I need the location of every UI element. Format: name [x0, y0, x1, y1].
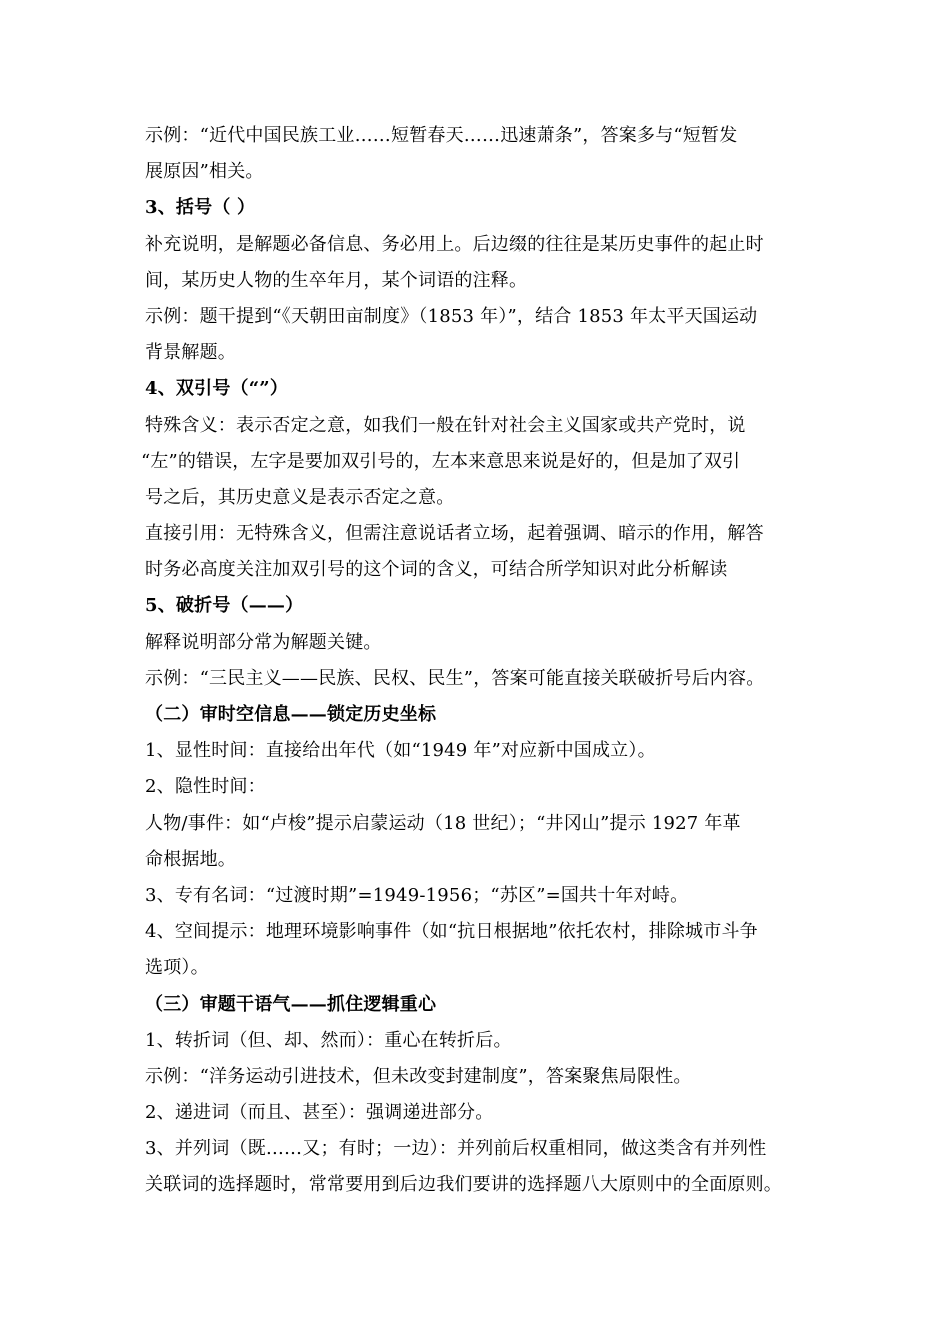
- paragraph-line: 4、空间提示：地理环境影响事件（如“抗日根据地”依托农村，排除城市斗争: [145, 921, 758, 943]
- section-heading: 3、括号（ ）: [145, 197, 256, 219]
- paragraph-line: 1、显性时间：直接给出年代（如“1949 年”对应新中国成立）。: [145, 740, 656, 762]
- paragraph-line: 背景解题。: [145, 342, 236, 364]
- paragraph-line: 人物/事件：如“卢梭”提示启蒙运动（18 世纪）；“井冈山”提示 1927 年革: [145, 812, 741, 834]
- section-heading: 4、双引号（“”）: [145, 378, 289, 400]
- document-page: [141, 118, 815, 1204]
- paragraph-line: 2、递进词（而且、甚至）：强调递进部分。: [145, 1102, 494, 1124]
- paragraph-line: 补充说明，是解题必备信息、务必用上。后边缀的往往是某历史事件的起止时: [145, 233, 764, 255]
- paragraph-line: 2、隐性时间：: [145, 776, 266, 798]
- paragraph-line: 示例：“三民主义——民族、民权、民生”，答案可能直接关联破折号后内容。: [145, 667, 765, 689]
- paragraph-line: 3、专有名词：“过渡时期”=1949-1956；“苏区”=国共十年对峙。: [145, 884, 689, 906]
- section-heading: （二）审时空信息——锁定历史坐标: [145, 704, 437, 725]
- paragraph-line: 间，某历史人物的生卒年月，某个词语的注释。: [145, 269, 528, 291]
- section-heading: 5、破折号（——）: [145, 595, 304, 617]
- paragraph-line: 3、并列词（既……又；有时；一边）：并列前后权重相同，做这类含有并列性: [145, 1138, 767, 1160]
- paragraph-line: 关联词的选择题时，常常要用到后边我们要讲的选择题八大原则中的全面原则。: [145, 1174, 782, 1196]
- paragraph-line: 1、转折词（但、却、然而）：重心在转折后。: [145, 1029, 512, 1051]
- paragraph-line: 示例：题干提到“《天朝田亩制度》（1853 年）”，结合 1853 年太平天国运动: [145, 305, 758, 327]
- paragraph-line: 直接引用：无特殊含义，但需注意说话者立场，起着强调、暗示的作用，解答: [145, 523, 764, 545]
- paragraph-line: 命根据地。: [145, 848, 236, 870]
- paragraph-line: 时务必高度关注加双引号的这个词的含义，可结合所学知识对此分析解读: [145, 559, 728, 581]
- paragraph-line: “左”的错误，左字是要加双引号的，左本来意思来说是好的，但是加了双引: [141, 450, 741, 472]
- paragraph-line: 号之后，其历史意义是表示否定之意。: [145, 486, 455, 508]
- section-heading: （三）审题干语气——抓住逻辑重心: [145, 993, 437, 1015]
- paragraph-line: 选项）。: [145, 957, 209, 979]
- paragraph-line: 解释说明部分常为解题关键。: [145, 631, 382, 653]
- paragraph-line: 示例：“近代中国民族工业……短暂春天……迅速萧条”，答案多与“短暂发: [145, 125, 738, 146]
- paragraph-line: 展原因”相关。: [145, 161, 264, 183]
- paragraph-line: 特殊含义：表示否定之意，如我们一般在针对社会主义国家或共产党时，说: [145, 414, 746, 436]
- paragraph-line: 示例：“洋务运动引进技术，但未改变封建制度”，答案聚焦局限性。: [145, 1065, 692, 1087]
